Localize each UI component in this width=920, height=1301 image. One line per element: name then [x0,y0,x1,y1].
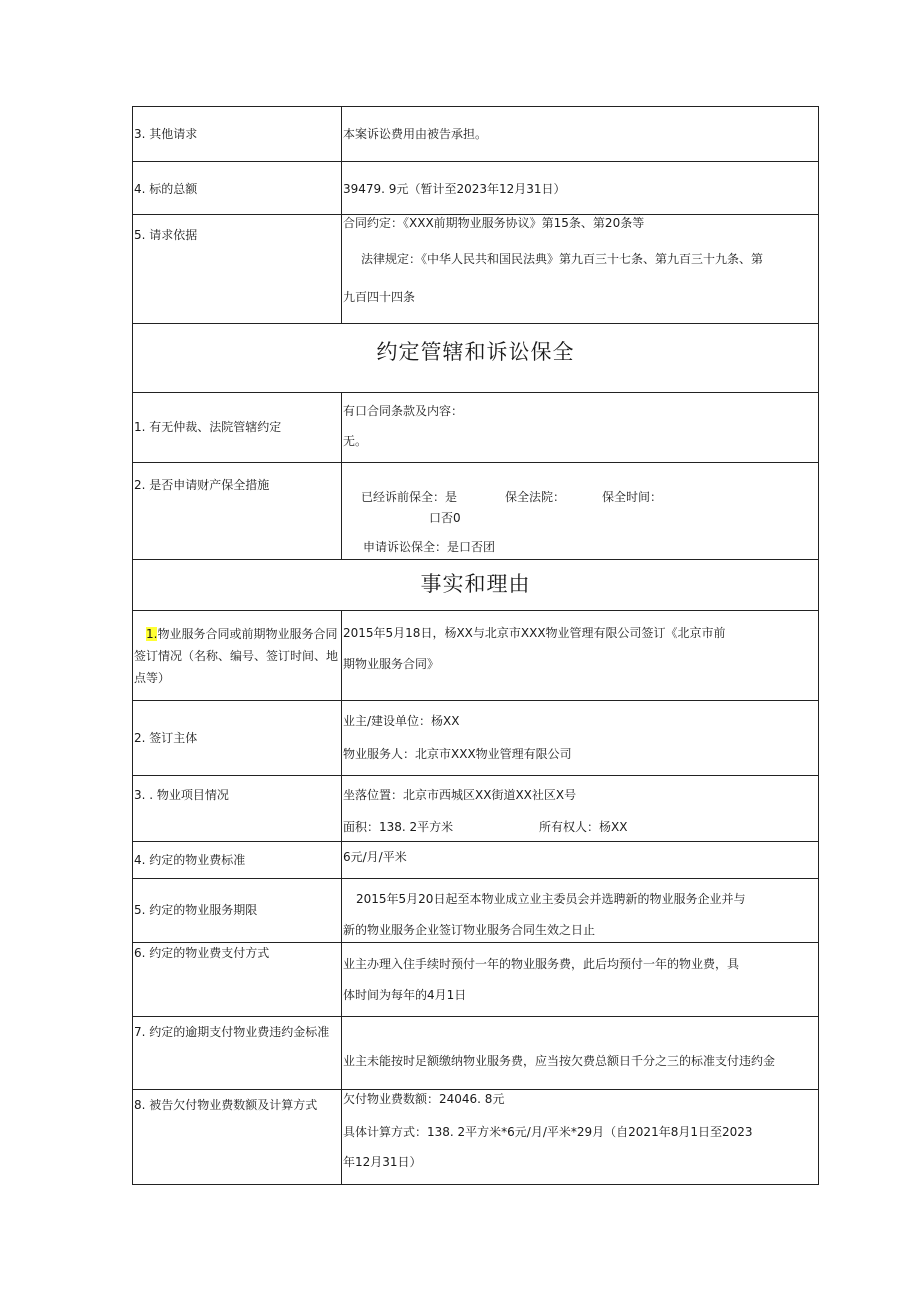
row-label: 2. 是否申请财产保全措施 [134,478,270,492]
row-value-line: 2015年5月18日，杨XX与北京市XXX物业管理有限公司签订《北京市前 [343,626,726,640]
table-row [133,162,819,215]
complaint-form-table [132,106,819,1185]
preservation-litigation: 申请诉讼保全：是口否团 [363,540,496,554]
row-label: 4. 约定的物业费标准 [134,853,246,867]
row-label: 8. 被告欠付物业费数额及计算方式 [134,1098,318,1112]
table-row [133,776,819,842]
table-row [133,879,819,943]
row-label: 2. 签订主体 [134,731,198,745]
table-row [133,701,819,776]
row-value: 39479. 9元（暂计至2023年12月31日） [343,182,566,196]
section-row [133,324,819,393]
table-row [133,1017,819,1090]
table-row [133,215,819,324]
preservation-court: 保全法院： [505,490,566,504]
row-value-line: 坐落位置：北京市西城区XX街道XX社区X号 [343,788,577,802]
row-value: 本案诉讼费用由被告承担。 [343,127,488,141]
table-row [133,842,819,879]
area-value: 面积：138. 2平方米 [343,820,454,834]
section-title: 约定管辖和诉讼保全 [376,340,575,364]
highlight-mark: 1. [146,627,158,641]
owner-value: 所有权人：杨XX [539,820,628,834]
row-value: 6元/月/平米 [343,850,407,864]
table-row [133,107,819,162]
row-label: 3. . 物业项目情况 [134,788,229,802]
row-value-line: 合同约定：《XXX前期物业服务协议》第15条、第20条等 [343,216,645,230]
table-row [133,463,819,560]
row-value-line: 2015年5月20日起至本物业成立业主委员会并选聘新的物业服务企业并与 [356,892,746,906]
table-row [133,943,819,1017]
row-value-line: 九百四十四条 [343,290,416,304]
section-row [133,560,819,611]
row-label: 3. 其他请求 [134,127,198,141]
row-value-line: 欠付物业费数额：24046. 8元 [343,1092,505,1106]
row-value-line: 业主/建设单位：杨XX [343,714,460,728]
row-label: 1.物业服务合同或前期物业服务合同签订情况（名称、编号、签订时间、地点等） [134,627,339,685]
preservation-prior: 已经诉前保全：是 [361,490,458,504]
table-row [133,611,819,701]
row-label: 1. 有无仲裁、法院管辖约定 [134,420,282,434]
row-value-line: 期物业服务合同》 [343,657,440,671]
row-value-cell [342,107,819,162]
row-value-line: 无。 [343,434,368,448]
row-value-line: 年12月31日） [343,1155,422,1169]
row-value-line: 物业服务人：北京市XXX物业管理有限公司 [343,747,572,761]
row-label: 4. 标的总额 [134,182,198,196]
row-value-line: 有口合同条款及内容： [343,404,464,418]
row-value-line: 体时间为每年的4月1日 [343,988,467,1002]
table-row [133,1090,819,1185]
preservation-no: 口否0 [429,511,461,525]
row-label-cell [133,107,342,162]
row-label: 7. 约定的逾期支付物业费违约金标准 [134,1025,330,1039]
table-row [133,393,819,463]
row-label: 5. 约定的物业服务期限 [134,903,258,917]
row-label: 6. 约定的物业费支付方式 [134,946,270,960]
row-value-line: 法律规定：《中华人民共和国民法典》第九百三十七条、第九百三十九条、第 [361,252,764,266]
row-value-line: 具体计算方式：138. 2平方米*6元/月/平米*29月（自2021年8月1日至2023 [343,1125,753,1139]
section-title: 事实和理由 [420,572,531,596]
row-value: 业主未能按时足额缴纳物业服务费，应当按欠费总额日千分之三的标准支付违约金 [343,1054,776,1068]
row-value-line: 新的物业服务企业签订物业服务合同生效之日止 [343,923,596,937]
row-value-line: 业主办理入住手续时预付一年的物业服务费，此后均预付一年的物业费，具 [343,957,740,971]
row-label: 5. 请求依据 [134,228,198,242]
preservation-time: 保全时间： [602,490,663,504]
